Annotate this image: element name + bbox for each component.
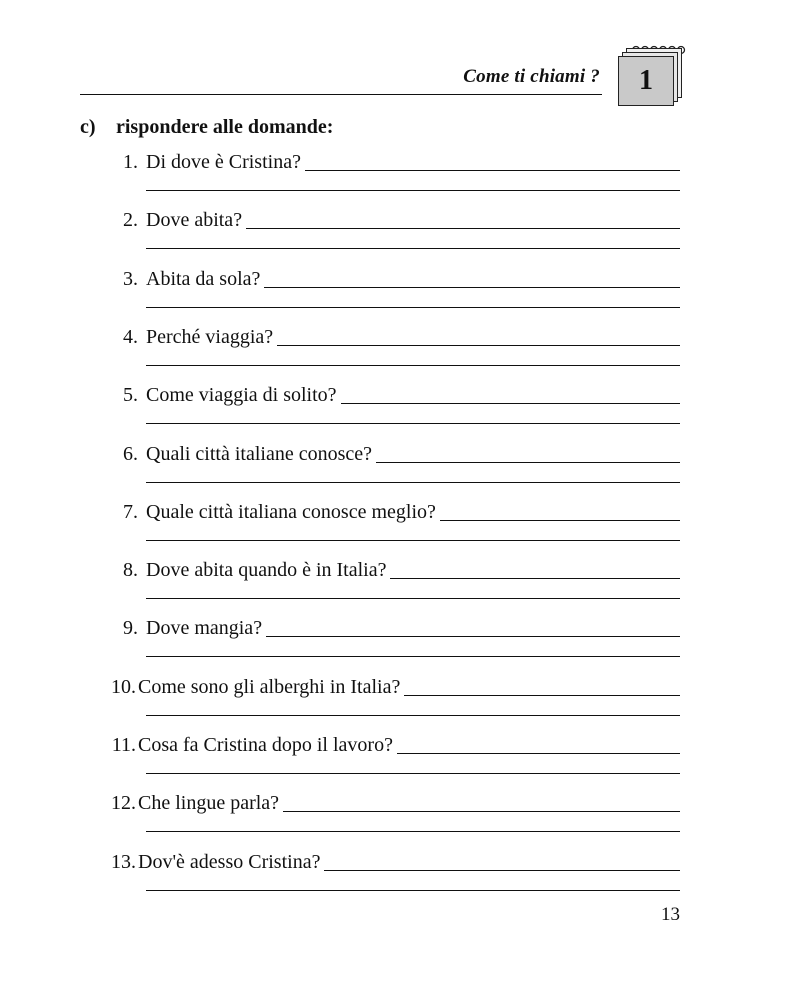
question-text: Quali città italiane conosce? xyxy=(146,442,373,465)
question-text: Dov'è adesso Cristina? xyxy=(138,850,321,873)
question-number: 13. xyxy=(111,850,136,873)
answer-line-inline[interactable] xyxy=(390,578,680,579)
section-heading-text: rispondere alle domande: xyxy=(116,116,334,138)
question-number: 10. xyxy=(111,675,136,698)
question-row xyxy=(102,844,680,874)
answer-line[interactable] xyxy=(146,540,680,541)
tab-page-front xyxy=(618,56,674,106)
answer-line[interactable] xyxy=(146,890,680,891)
question-number: 5. xyxy=(123,384,138,407)
question-number: 6. xyxy=(123,442,138,465)
question-row xyxy=(112,436,680,466)
answer-line[interactable] xyxy=(146,248,680,249)
question-row xyxy=(112,377,680,407)
question-text: Di dove è Cristina? xyxy=(146,151,301,173)
answer-line[interactable] xyxy=(146,831,680,832)
section-letter: c) xyxy=(80,116,96,138)
answer-line-inline[interactable] xyxy=(266,636,680,637)
question-number: 8. xyxy=(123,559,138,582)
answer-line[interactable] xyxy=(146,365,680,366)
question-row xyxy=(112,261,680,291)
running-header-title: Come ti chiami ? xyxy=(463,66,600,87)
section-heading xyxy=(80,116,333,139)
question-text: Perché viaggia? xyxy=(146,325,274,348)
chapter-number: 1 xyxy=(639,65,653,96)
question-text: Come viaggia di solito? xyxy=(146,384,337,407)
header-rule xyxy=(80,94,602,95)
question-row xyxy=(102,727,680,757)
answer-line-inline[interactable] xyxy=(264,287,680,288)
answer-line[interactable] xyxy=(146,598,680,599)
answer-line[interactable] xyxy=(146,656,680,657)
question-text: Dove abita quando è in Italia? xyxy=(146,559,387,582)
question-number: 4. xyxy=(123,325,138,348)
answer-line-inline[interactable] xyxy=(246,228,680,229)
question-row xyxy=(112,144,680,174)
question-text: Come sono gli alberghi in Italia? xyxy=(138,675,401,698)
page-number: 13 xyxy=(661,904,680,925)
answer-line-inline[interactable] xyxy=(404,695,680,696)
question-number: 7. xyxy=(123,500,138,523)
question-text: Abita da sola? xyxy=(146,267,261,290)
question-number: 3. xyxy=(123,267,138,290)
question-number: 9. xyxy=(123,617,138,640)
answer-line[interactable] xyxy=(146,307,680,308)
answer-line-inline[interactable] xyxy=(277,345,680,346)
answer-line-inline[interactable] xyxy=(341,403,680,404)
answer-line[interactable] xyxy=(146,773,680,774)
question-row xyxy=(112,319,680,349)
answer-line-inline[interactable] xyxy=(283,811,680,812)
question-text: Quale città italiana conosce meglio? xyxy=(146,500,436,523)
answer-line[interactable] xyxy=(146,190,680,191)
question-row xyxy=(112,552,680,582)
question-text: Dove abita? xyxy=(146,209,243,232)
answer-line-inline[interactable] xyxy=(324,870,680,871)
question-row xyxy=(112,202,680,232)
question-text: Che lingue parla? xyxy=(138,792,280,815)
answer-line-inline[interactable] xyxy=(376,462,680,463)
answer-line-inline[interactable] xyxy=(305,170,680,171)
chapter-tab xyxy=(616,42,686,108)
question-row xyxy=(112,610,680,640)
answer-line-inline[interactable] xyxy=(440,520,680,521)
question-row xyxy=(102,669,680,699)
question-text: Cosa fa Cristina dopo il lavoro? xyxy=(138,734,393,756)
question-number: 2. xyxy=(123,209,138,232)
answer-line-inline[interactable] xyxy=(397,753,680,754)
question-row xyxy=(102,785,680,815)
answer-line[interactable] xyxy=(146,482,680,483)
question-number: 11. xyxy=(111,734,136,756)
answer-line[interactable] xyxy=(146,423,680,424)
question-number: 12. xyxy=(111,792,136,815)
question-number: 1. xyxy=(123,151,138,173)
question-row xyxy=(112,494,680,524)
question-text: Dove mangia? xyxy=(146,617,263,640)
answer-line[interactable] xyxy=(146,715,680,716)
